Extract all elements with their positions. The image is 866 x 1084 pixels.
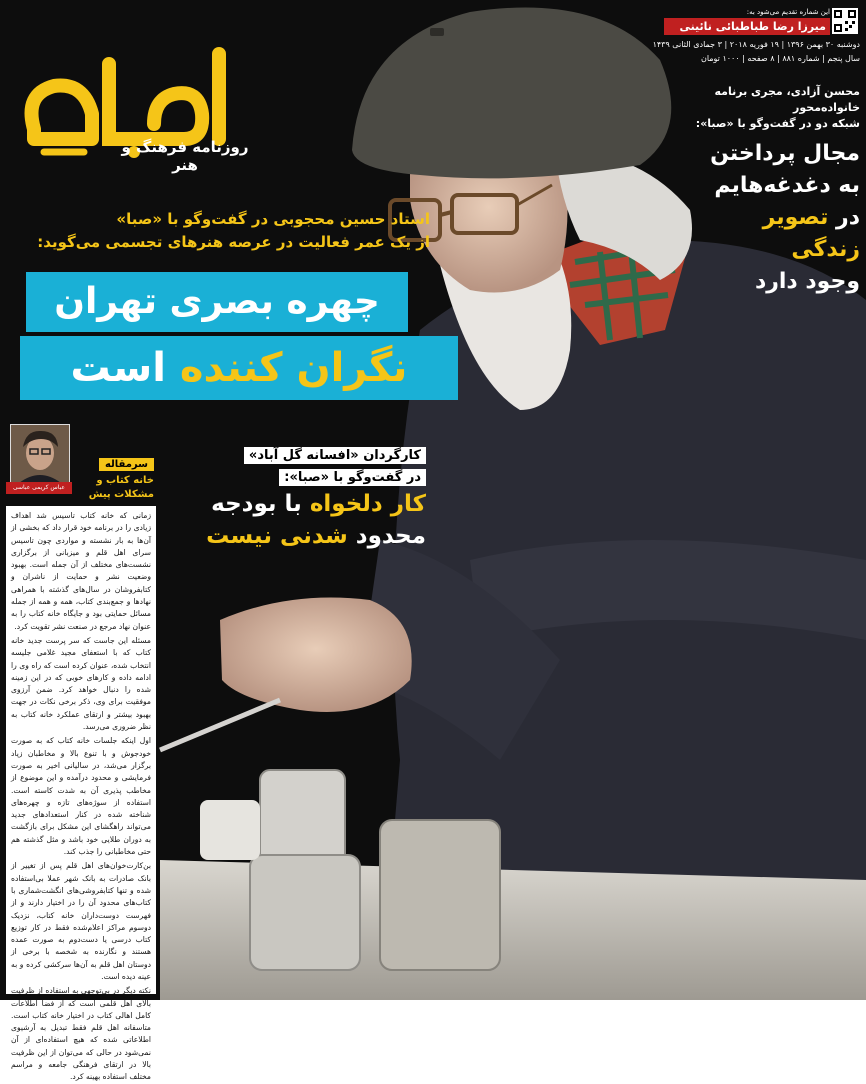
main-headline-word: است [70, 345, 166, 391]
author-caption: عباس کریمی عباسی [6, 482, 72, 494]
right-story-kicker-2: شبکه دو در گفت‌و‌گو با «صبا»: [695, 117, 860, 130]
main-story-kicker [20, 208, 430, 254]
right-story-line: مجال پرداختن [710, 141, 860, 166]
main-kicker-line: از یک عمر فعالیت در عرصه هنرهای تجسمی می‌گوید: [37, 233, 430, 251]
mid-story-word: با [284, 491, 302, 517]
mid-story-line [176, 488, 426, 520]
mid-story-highlight: کار دلخواه [309, 491, 426, 517]
author-photo-icon [11, 425, 69, 483]
right-headline-story[interactable] [690, 84, 860, 298]
editorial-paragraph: اول اینکه جلسات خانه کتاب که به صورت خودجوش و با تنوع بالا و مخاطبان زیاد برگزار می‌شد، در سالیانی اخیر به صورت فرمایشی و محدود درآمده و این موضوع از مخاطب پذیری آن به شدت کاسته است. استفاده از سوژه‌های تازه و چهره‌های شناخته شده در کنار استعدادهای جدید می‌تواند راهگشای این مشکل برای بازگشت به دوران طلایی خود باشد و مثل گذشته هم حتی مخاطبانی را جذب کند. [11, 736, 151, 857]
right-story-word: در [836, 205, 860, 230]
editorial-paragraph: مسئله این جاست که سر پرست جدید خانه کتاب که با استعفای مجید غلامی جلیسه انتخاب شده، عنوان کرده است که راه وی را ادامه داده و کارهای خوبی که در این زمینه شده را دنبال خواهد کرد. ضمن آرزوی موفقیت برای وی، ذکر برخی نکات در جهت بهبود بیشتر و ارتقای عملکرد خانه کتاب به نظر ضروری می‌رسد. [11, 635, 151, 732]
right-story-kicker: محسن آزادی، مجری برنامه خانواده‌محور [714, 85, 860, 114]
right-story-line [690, 202, 860, 266]
editorial-column [6, 424, 156, 1082]
issue-line: سال پنجم | شماره ۸۸۱ | ۸ صفحه | ۱۰۰۰ تومان [700, 54, 860, 63]
editorial-paragraph: نکته دیگر در بی‌توجهی به استفاده از ظرفیت بالای اهل قلمی است که از فضا اطلاعات کامل اهالی کتاب در اختیار خانه کتاب است. متاسفانه اهل قلم فقط تبدیل به آرشیوی اطلاعاتی شده که هیچ استفاده‌ای از آن نمی‌شود در حالی که می‌توان از این ظرفیت بالا در ارتقای فرهنگی جامعه و مراسم مختلف استفاده بهینه کرد. [11, 986, 151, 1082]
main-headline-highlight: نگران کننده [179, 345, 408, 391]
masthead-subtitle: روزنامه فرهنگ و هنر [121, 138, 249, 174]
issue-info-box [652, 8, 860, 70]
mid-story-kicker-2: در گفت‌وگو با «صبا»: [279, 469, 426, 486]
editorial-paragraph: بن‌کارت‌خوان‌های اهل قلم پس از تغییر از بانک صادرات به بانک شهر عملا بی‌استفاده شده و تنها کتابفروشی‌های انگشت‌شماری با کتاب‌های محدود آن را در اختیار دارند و از فهرست دوست‌داران خانه کتاب، نزدیک دوسوم مراکز اعلام‌شده فقط در کار توزیع کتاب درسی یا دست‌دوم به صورت عمده هستند و نگارنده به شخصه با برخی از دوستان اهل قلم به آن‌ها سرکشی کرده و به عینه دیده است. [11, 861, 151, 981]
dedicated-to: میرزا رضا طباطبائی نائینی [664, 18, 830, 35]
editorial-body [6, 506, 156, 1082]
date-line: دوشنبه ۳۰ بهمن ۱۳۹۶ | ۱۹ فوریه ۲۰۱۸ | ۳ جمادی الثانی ۱۴۳۹ [652, 40, 860, 49]
mid-story-word: محدود [355, 523, 426, 549]
mid-story-word: بودجه [211, 491, 277, 517]
dedication-tagline: این شماره تقدیم می‌شود به: [746, 8, 830, 16]
editorial-paragraph: زمانی که خانه کتاب تاسیس شد اهداف زیادی را در برنامه خود قرار داد که بخشی از آن‌ها به بار نشسته و مواردی چون تاسیس سرای اهل قلم و میزبانی از برگزاری نشست‌های مختلف از آن جمله است. بهبود وضعیت نشر و حمایت از ناشران و کتابفروشان در سال‌های گذشته با همراهی نهادها و جمع‌بندی کتاب، همه و همه از جمله مسائل حمایتی بود و جایگاه خانه کتاب را به عنوان نهاد مرجع در صنعت نشر تقویت کرد. [11, 511, 151, 631]
editorial-label: سرمقاله [99, 458, 154, 471]
right-story-highlight: تصویر زندگی [762, 205, 860, 262]
author-avatar [10, 424, 70, 484]
main-headline-line-2[interactable] [20, 336, 458, 400]
mid-story-highlight: نیست [206, 523, 272, 549]
mid-headline-story[interactable] [176, 444, 426, 552]
editorial-title[interactable]: خانه کتاب و مشکلات پیش [88, 475, 154, 500]
editorial-header [6, 424, 156, 500]
right-story-line: به دغدغه‌هایم [714, 173, 860, 198]
mid-story-line [176, 520, 426, 552]
mid-story-kicker: کارگردان «افسانه گل آباد» [244, 447, 426, 464]
main-kicker-line: استاد حسین محجوبی در گفت‌وگو با «صبا» [116, 210, 430, 228]
main-headline-line-1[interactable]: چهره بصری تهران [26, 272, 408, 332]
right-story-line: وجود دارد [754, 269, 860, 294]
mid-story-highlight: شدنی [279, 523, 348, 549]
